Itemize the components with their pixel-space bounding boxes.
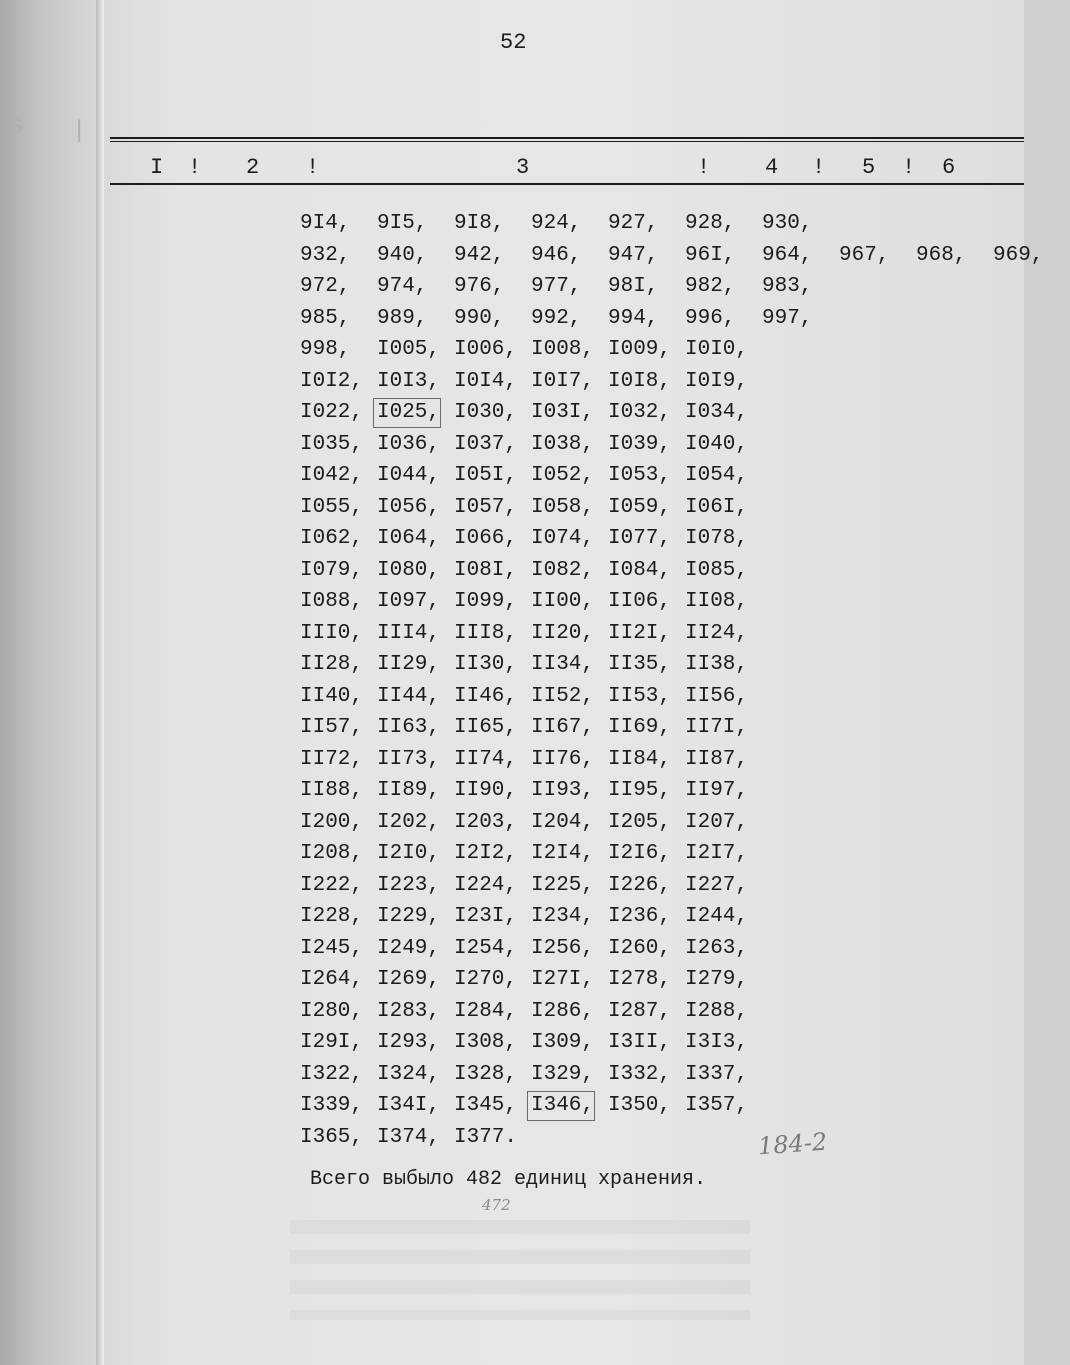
storage-unit-number: 996, (685, 306, 736, 330)
storage-unit-number: II29, (377, 653, 441, 676)
storage-unit-number: I227, (685, 873, 749, 897)
storage-unit-number: 998, (300, 338, 351, 361)
storage-unit-number: I377. (454, 1125, 518, 1149)
storage-unit-number: I2I2, (454, 842, 518, 865)
storage-unit-number: 928, (685, 212, 736, 235)
storage-unit-number: I346, (531, 1094, 608, 1117)
storage-unit-number: II95, (608, 779, 672, 802)
storage-unit-number: 964, (762, 243, 813, 267)
storage-unit-number: I006, (454, 338, 518, 361)
storage-unit-number: 947, (608, 243, 659, 267)
storage-unit-number: I204, (531, 810, 595, 834)
list-row (300, 874, 1000, 906)
storage-unit-number: I0I2, (300, 369, 364, 393)
storage-unit-number: I099, (454, 590, 518, 613)
list-row (300, 842, 1000, 874)
storage-unit-number: II38, (685, 653, 749, 676)
storage-unit-number: I328, (454, 1062, 518, 1086)
storage-unit-number: I254, (454, 936, 518, 960)
storage-unit-number: I077, (608, 527, 672, 550)
storage-unit-number: I329, (531, 1062, 595, 1086)
column-header: ! (188, 155, 202, 180)
page-number: 52 (500, 30, 527, 55)
storage-unit-number: I208, (300, 842, 364, 865)
storage-unit-number: I278, (608, 968, 672, 991)
storage-unit-number: I225, (531, 873, 595, 897)
column-header: 3 (516, 155, 530, 180)
column-header: ! (306, 155, 320, 180)
storage-unit-number: 946, (531, 243, 582, 267)
storage-unit-number: I365, (300, 1125, 364, 1149)
storage-unit-number: I309, (531, 1031, 595, 1054)
storage-unit-number: 940, (377, 243, 428, 267)
storage-unit-number: I374, (377, 1125, 441, 1149)
storage-unit-number: I224, (454, 873, 518, 897)
storage-unit-number: I23I, (454, 905, 518, 928)
storage-unit-number: II53, (608, 684, 672, 708)
header-rule-top-thin (110, 141, 1024, 142)
storage-unit-number: II69, (608, 716, 672, 739)
storage-unit-number: 976, (454, 275, 505, 298)
list-row (300, 748, 1000, 780)
storage-unit-number: 992, (531, 306, 582, 330)
storage-unit-number: II44, (377, 684, 441, 708)
storage-unit-number: I0I9, (685, 369, 749, 393)
list-row (300, 1000, 1000, 1032)
list-row (300, 401, 1000, 433)
list-row (300, 496, 1000, 528)
bleed-through-text (290, 1220, 750, 1320)
storage-unit-number: I205, (608, 810, 672, 834)
column-header: ! (697, 155, 711, 180)
list-row (300, 622, 1000, 654)
storage-unit-number: I056, (377, 495, 441, 519)
column-header: ! (812, 155, 826, 180)
storage-unit-number: I05I, (454, 464, 518, 487)
storage-unit-number: II46, (454, 684, 518, 708)
list-row (300, 464, 1000, 496)
storage-unit-number: I084, (608, 558, 672, 582)
storage-unit-number: II08, (685, 590, 749, 613)
storage-unit-number: 969, (993, 243, 1044, 267)
storage-unit-number: I009, (608, 338, 672, 361)
storage-unit-number: 924, (531, 212, 582, 235)
storage-unit-number: 927, (608, 212, 659, 235)
storage-unit-number: II72, (300, 747, 364, 771)
storage-unit-number: 989, (377, 306, 428, 330)
storage-unit-number: 977, (531, 275, 582, 298)
storage-unit-number: I202, (377, 810, 441, 834)
storage-unit-number: I058, (531, 495, 595, 519)
storage-unit-number: I200, (300, 810, 364, 834)
storage-unit-number: II06, (608, 590, 672, 613)
storage-unit-number: I036, (377, 432, 441, 456)
list-row (300, 1031, 1000, 1063)
storage-unit-number: I203, (454, 810, 518, 834)
list-row (300, 338, 1000, 370)
storage-unit-number: 942, (454, 243, 505, 267)
storage-unit-number: III0, (300, 621, 364, 645)
storage-unit-number: I339, (300, 1094, 364, 1117)
list-row (300, 905, 1000, 937)
storage-unit-number: I2I6, (608, 842, 672, 865)
storage-unit-number: 982, (685, 275, 736, 298)
list-row (300, 590, 1000, 622)
storage-unit-number: I234, (531, 905, 595, 928)
storage-unit-number: I269, (377, 968, 441, 991)
list-row (300, 433, 1000, 465)
storage-unit-number: I2I7, (685, 842, 749, 865)
storage-unit-number: I037, (454, 432, 518, 456)
storage-unit-number: I059, (608, 495, 672, 519)
storage-unit-number: II65, (454, 716, 518, 739)
storage-unit-number: I357, (685, 1094, 749, 1117)
list-row (300, 243, 1044, 276)
storage-unit-number: II20, (531, 621, 595, 645)
list-row (300, 370, 1000, 402)
column-header: ! (902, 155, 916, 180)
storage-unit-number: II56, (685, 684, 749, 708)
storage-unit-number: I34I, (377, 1094, 441, 1117)
storage-unit-number: I078, (685, 527, 749, 550)
storage-unit-number: I088, (300, 590, 364, 613)
storage-unit-number: I055, (300, 495, 364, 519)
storage-unit-number: I249, (377, 936, 441, 960)
storage-unit-number: I256, (531, 936, 595, 960)
list-row (300, 527, 1000, 559)
list-row (300, 212, 1000, 244)
storage-unit-number: 96I, (685, 243, 736, 267)
list-row (300, 716, 1000, 748)
storage-unit-number: I280, (300, 999, 364, 1023)
storage-unit-number: I066, (454, 527, 518, 550)
storage-unit-number: I057, (454, 495, 518, 519)
storage-unit-number: I226, (608, 873, 672, 897)
storage-unit-number: I293, (377, 1031, 441, 1054)
storage-unit-number: I287, (608, 999, 672, 1023)
storage-unit-number: II63, (377, 716, 441, 739)
storage-unit-number: II84, (608, 747, 672, 771)
storage-unit-number: II93, (531, 779, 595, 802)
list-row (300, 1126, 1000, 1158)
storage-unit-number: I27I, (531, 968, 595, 991)
storage-unit-number: II35, (608, 653, 672, 676)
list-row (300, 937, 1000, 969)
storage-unit-number: 9I4, (300, 212, 351, 235)
storage-unit-number: 930, (762, 212, 813, 235)
summary-line: Всего выбыло 482 единиц хранения. (310, 1168, 707, 1191)
storage-unit-number: I005, (377, 338, 441, 361)
storage-unit-number: I040, (685, 432, 749, 456)
storage-unit-number: I034, (685, 401, 749, 424)
storage-unit-number: I350, (608, 1094, 672, 1117)
storage-unit-number: I044, (377, 464, 441, 487)
list-row (300, 685, 1000, 717)
storage-unit-number: II89, (377, 779, 441, 802)
storage-unit-number: I324, (377, 1062, 441, 1086)
storage-unit-number: 997, (762, 306, 813, 330)
storage-unit-number: I322, (300, 1062, 364, 1086)
storage-unit-number: I022, (300, 401, 364, 424)
storage-unit-number: II88, (300, 779, 364, 802)
storage-unit-number: I284, (454, 999, 518, 1023)
list-row (300, 1094, 1000, 1126)
storage-unit-number: I288, (685, 999, 749, 1023)
storage-unit-number: I035, (300, 432, 364, 456)
storage-unit-number: I270, (454, 968, 518, 991)
handwritten-note-below: 472 (482, 1196, 511, 1214)
storage-unit-number: 9I5, (377, 212, 428, 235)
storage-unit-number: I279, (685, 968, 749, 991)
storage-unit-number: I0I0, (685, 338, 749, 361)
storage-unit-number: II00, (531, 590, 595, 613)
storage-unit-number: I3II, (608, 1031, 672, 1054)
storage-unit-number: I229, (377, 905, 441, 928)
storage-unit-number: I0I3, (377, 369, 441, 393)
storage-unit-number: I032, (608, 401, 672, 424)
storage-unit-number: I228, (300, 905, 364, 928)
column-header: 5 (862, 155, 876, 180)
storage-unit-number: I064, (377, 527, 441, 550)
storage-unit-number: I085, (685, 558, 749, 582)
storage-unit-number: II28, (300, 653, 364, 676)
storage-unit-number: I03I, (531, 401, 595, 424)
storage-unit-number: III4, (377, 621, 441, 645)
storage-unit-number: I3I3, (685, 1031, 749, 1054)
storage-unit-number: 972, (300, 275, 351, 298)
storage-unit-number: I054, (685, 464, 749, 487)
storage-unit-number: I244, (685, 905, 749, 928)
storage-unit-number: II7I, (685, 716, 749, 739)
storage-unit-number: II87, (685, 747, 749, 771)
storage-unit-number: I030, (454, 401, 518, 424)
column-header: 6 (942, 155, 956, 180)
list-row (300, 811, 1000, 843)
storage-unit-number: II57, (300, 716, 364, 739)
storage-unit-number: II30, (454, 653, 518, 676)
storage-unit-number: I332, (608, 1062, 672, 1086)
header-rule-top (110, 137, 1024, 139)
storage-unit-number: 994, (608, 306, 659, 330)
storage-unit-number: I08I, (454, 558, 518, 582)
storage-unit-number: I263, (685, 936, 749, 960)
storage-unit-number: I223, (377, 873, 441, 897)
storage-unit-number: I245, (300, 936, 364, 960)
storage-unit-number: I082, (531, 558, 595, 582)
storage-unit-number: I0I8, (608, 369, 672, 393)
storage-unit-number: I29I, (300, 1031, 364, 1054)
storage-unit-number: I062, (300, 527, 364, 550)
storage-unit-number: I053, (608, 464, 672, 487)
storage-unit-list (300, 212, 1044, 1157)
storage-unit-number: I207, (685, 810, 749, 834)
ghost-mark-left: ʂ (8, 110, 24, 140)
ghost-mark-left-2: | (72, 118, 87, 145)
storage-unit-number: II24, (685, 621, 749, 645)
storage-unit-number: I074, (531, 527, 595, 550)
storage-unit-number: I0I7, (531, 369, 595, 393)
storage-unit-number: II97, (685, 779, 749, 802)
storage-unit-number: I080, (377, 558, 441, 582)
storage-unit-number: II76, (531, 747, 595, 771)
list-row (300, 559, 1000, 591)
storage-unit-number: II34, (531, 653, 595, 676)
storage-unit-number: 968, (916, 243, 967, 267)
storage-unit-number: II90, (454, 779, 518, 802)
storage-unit-number: I042, (300, 464, 364, 487)
list-row (300, 968, 1000, 1000)
handwritten-note-right: 184-2 (757, 1127, 829, 1161)
storage-unit-number: I260, (608, 936, 672, 960)
storage-unit-number: II40, (300, 684, 364, 708)
storage-unit-number: I222, (300, 873, 364, 897)
storage-unit-number: 974, (377, 275, 428, 298)
storage-unit-number: II67, (531, 716, 595, 739)
storage-unit-number: II73, (377, 747, 441, 771)
storage-unit-number: I2I0, (377, 842, 441, 865)
storage-unit-number: 983, (762, 275, 813, 298)
storage-unit-number: 985, (300, 306, 351, 330)
column-header: 4 (765, 155, 779, 180)
storage-unit-number: I097, (377, 590, 441, 613)
storage-unit-number: I008, (531, 338, 595, 361)
binding-edge (96, 0, 104, 1365)
storage-unit-number: I308, (454, 1031, 518, 1054)
storage-unit-number: I283, (377, 999, 441, 1023)
list-row (300, 1063, 1000, 1095)
storage-unit-number: I039, (608, 432, 672, 456)
storage-unit-number: III8, (454, 621, 518, 645)
storage-unit-number: 990, (454, 306, 505, 330)
storage-unit-number: I052, (531, 464, 595, 487)
storage-unit-number: I337, (685, 1062, 749, 1086)
column-header: 2 (246, 155, 260, 180)
storage-unit-number: 98I, (608, 275, 659, 298)
storage-unit-number: II2I, (608, 621, 672, 645)
storage-unit-number: I264, (300, 968, 364, 991)
storage-unit-number: I038, (531, 432, 595, 456)
storage-unit-number: I079, (300, 558, 364, 582)
column-header: I (150, 155, 164, 180)
storage-unit-number: I236, (608, 905, 672, 928)
list-row (300, 653, 1000, 685)
storage-unit-number: I025, (377, 401, 454, 424)
storage-unit-number: 932, (300, 243, 351, 267)
storage-unit-number: I2I4, (531, 842, 595, 865)
storage-unit-number: 967, (839, 243, 890, 267)
list-row (300, 779, 1000, 811)
storage-unit-number: 9I8, (454, 212, 505, 235)
storage-unit-number: II74, (454, 747, 518, 771)
storage-unit-number: I345, (454, 1094, 518, 1117)
list-row (300, 275, 1000, 307)
list-row (300, 307, 1000, 339)
header-rule-bottom (110, 183, 1024, 185)
storage-unit-number: II52, (531, 684, 595, 708)
storage-unit-number: I286, (531, 999, 595, 1023)
storage-unit-number: I06I, (685, 495, 749, 519)
storage-unit-number: I0I4, (454, 369, 518, 393)
